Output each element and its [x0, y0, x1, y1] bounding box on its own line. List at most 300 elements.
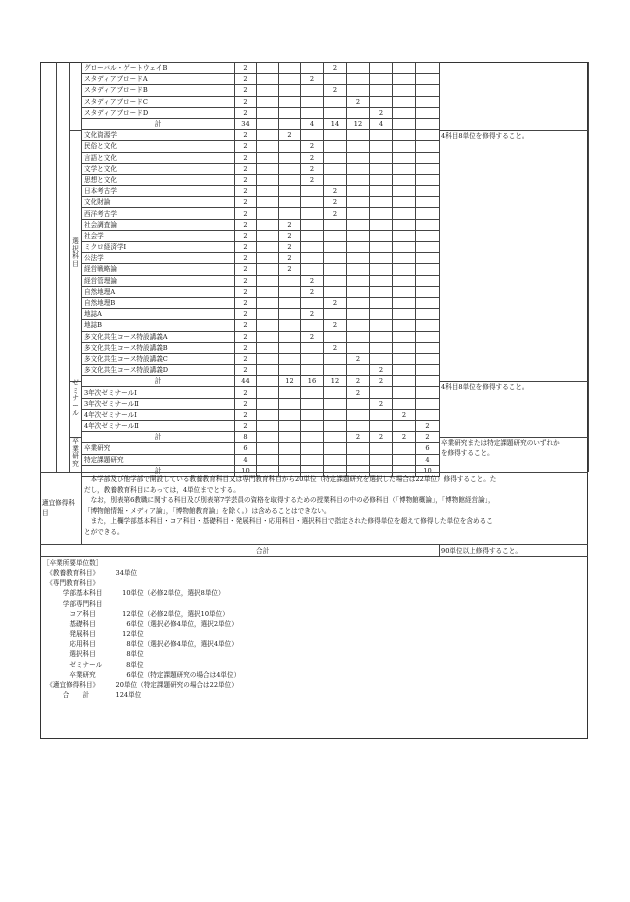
- semester-cell: [370, 264, 393, 275]
- semester-cell: [393, 219, 416, 230]
- course-row: [82, 130, 440, 141]
- course-name: 4年次ゼミナールⅡ: [82, 421, 235, 432]
- divider-seminar-top: [69, 381, 81, 382]
- semester-cell: [279, 398, 301, 409]
- semester-cell: [416, 264, 440, 275]
- seminar-section-label: ゼ ミ ナ ー ル: [72, 379, 79, 418]
- credit-cell: 2: [235, 331, 257, 342]
- semester-cell: [324, 286, 347, 297]
- semester-cell: [257, 152, 279, 163]
- summary-line: 学部専門科目: [43, 599, 103, 608]
- elective-credits-line: なお，別表第6教職に関する科目及び別表第7学芸員の資格を取得するための授業科目の中の必修科目（「博物館概論」，「博物館経営論」，: [84, 496, 495, 504]
- course-row: [82, 174, 440, 185]
- course-row: [82, 387, 440, 398]
- semester-cell: [393, 96, 416, 107]
- course-row: [82, 219, 440, 230]
- semester-cell: [301, 186, 324, 197]
- semester-cell: [393, 376, 416, 387]
- semester-cell: 2: [347, 387, 370, 398]
- semester-cell: 16: [301, 376, 324, 387]
- semester-cell: [347, 309, 370, 320]
- semester-cell: [370, 454, 393, 465]
- semester-cell: 2: [301, 286, 324, 297]
- elective-credits-top: [40, 472, 588, 473]
- semester-cell: [347, 409, 370, 420]
- elective-note: 4科目8単位を修得すること。: [441, 132, 529, 140]
- course-row: [82, 353, 440, 364]
- divider-thesis-top: [69, 437, 81, 438]
- semester-cell: [324, 130, 347, 141]
- semester-cell: [347, 63, 370, 74]
- semester-cell: [347, 331, 370, 342]
- semester-cell: [257, 342, 279, 353]
- course-row: [82, 342, 440, 353]
- semester-cell: [279, 63, 301, 74]
- course-name: スタディアブロードA: [82, 74, 235, 85]
- semester-cell: [257, 253, 279, 264]
- semester-cell: [393, 387, 416, 398]
- semester-cell: 2: [279, 242, 301, 253]
- semester-cell: [393, 118, 416, 129]
- semester-cell: [370, 85, 393, 96]
- semester-cell: 2: [370, 432, 393, 443]
- semester-cell: [370, 320, 393, 331]
- semester-cell: 2: [279, 253, 301, 264]
- semester-cell: [257, 186, 279, 197]
- semester-cell: [257, 130, 279, 141]
- subtotal-row: [82, 118, 440, 129]
- semester-cell: [347, 398, 370, 409]
- semester-cell: [301, 197, 324, 208]
- semester-cell: [393, 309, 416, 320]
- semester-cell: [416, 141, 440, 152]
- semester-cell: [370, 141, 393, 152]
- elective-credits-label: 適宜修得科目: [42, 499, 75, 517]
- semester-cell: [370, 275, 393, 286]
- course-name: 計: [82, 376, 235, 387]
- elective-credits-line: また，上欄学部基本科目・コア科目・基礎科目・発展科目・応用科目・選択科目で指定された修得単位を超えて修得した単位を含めるこ: [84, 517, 493, 525]
- semester-cell: 2: [324, 63, 347, 74]
- semester-cell: [257, 421, 279, 432]
- credit-cell: 2: [235, 409, 257, 420]
- semester-cell: [301, 342, 324, 353]
- summary-line: 基礎科目 6単位（選択必修4単位，選択2単位）: [43, 619, 238, 628]
- semester-cell: [370, 387, 393, 398]
- semester-cell: [393, 230, 416, 241]
- semester-cell: [279, 409, 301, 420]
- course-row: [82, 141, 440, 152]
- credit-cell: 6: [235, 443, 257, 454]
- semester-cell: [257, 365, 279, 376]
- course-name: 計: [82, 118, 235, 129]
- course-name: 卒業研究: [82, 443, 235, 454]
- course-row: [82, 398, 440, 409]
- semester-cell: [370, 186, 393, 197]
- credit-cell: 10: [235, 465, 257, 476]
- credit-cell: 2: [235, 208, 257, 219]
- course-name: 特定課題研究: [82, 454, 235, 465]
- semester-cell: [347, 208, 370, 219]
- semester-cell: [416, 342, 440, 353]
- semester-cell: [393, 130, 416, 141]
- semester-cell: [324, 264, 347, 275]
- seminar-note: 4科目8単位を修得すること。: [441, 383, 529, 391]
- semester-cell: [279, 197, 301, 208]
- semester-cell: [301, 421, 324, 432]
- semester-cell: [416, 197, 440, 208]
- summary-line: 《教養教育科目》 34単位: [43, 569, 138, 578]
- course-name: 社会調査論: [82, 219, 235, 230]
- semester-cell: [257, 443, 279, 454]
- semester-cell: [393, 242, 416, 253]
- course-name: 社会学: [82, 230, 235, 241]
- semester-cell: [370, 353, 393, 364]
- semester-cell: [279, 186, 301, 197]
- semester-cell: [279, 286, 301, 297]
- semester-cell: [279, 454, 301, 465]
- semester-cell: [279, 320, 301, 331]
- semester-cell: [393, 152, 416, 163]
- credit-cell: 2: [235, 186, 257, 197]
- semester-cell: [324, 443, 347, 454]
- semester-cell: [257, 275, 279, 286]
- semester-cell: [370, 208, 393, 219]
- semester-cell: [324, 432, 347, 443]
- semester-cell: [370, 130, 393, 141]
- course-name: 多文化共生コース特設講義B: [82, 342, 235, 353]
- semester-cell: [324, 365, 347, 376]
- semester-cell: [257, 309, 279, 320]
- semester-cell: [279, 421, 301, 432]
- summary-line: 《適宜修得科目》 20単位（特定課題研究の場合は22単位）: [43, 680, 238, 689]
- semester-cell: [347, 219, 370, 230]
- credit-cell: 2: [235, 130, 257, 141]
- credit-cell: 2: [235, 309, 257, 320]
- semester-cell: [416, 309, 440, 320]
- semester-cell: [324, 219, 347, 230]
- course-name: グローバル・ゲートウェイB: [82, 63, 235, 74]
- course-row: [82, 331, 440, 342]
- semester-cell: [370, 421, 393, 432]
- semester-cell: [393, 454, 416, 465]
- semester-cell: 2: [347, 432, 370, 443]
- semester-cell: [257, 118, 279, 129]
- semester-cell: [393, 297, 416, 308]
- credit-cell: 2: [235, 152, 257, 163]
- semester-cell: [393, 163, 416, 174]
- semester-cell: [257, 286, 279, 297]
- semester-cell: [416, 242, 440, 253]
- semester-cell: [416, 320, 440, 331]
- course-table: [81, 62, 440, 477]
- credit-cell: 2: [235, 174, 257, 185]
- course-row: [82, 152, 440, 163]
- semester-cell: [416, 118, 440, 129]
- course-name: 民俗と文化: [82, 141, 235, 152]
- semester-cell: [393, 286, 416, 297]
- semester-cell: 2: [301, 275, 324, 286]
- semester-cell: 2: [416, 432, 440, 443]
- semester-cell: 2: [301, 163, 324, 174]
- semester-cell: [257, 376, 279, 387]
- semester-cell: [279, 443, 301, 454]
- elective-credits-line: とができる。: [84, 527, 124, 536]
- course-name: 自然地理A: [82, 286, 235, 297]
- summary-line: 応用科目 8単位（選択必修4単位，選択4単位）: [43, 640, 238, 649]
- semester-cell: [416, 186, 440, 197]
- semester-cell: [416, 208, 440, 219]
- semester-cell: 2: [393, 409, 416, 420]
- course-row: [82, 409, 440, 420]
- elective-credits-divider: [81, 472, 82, 544]
- semester-cell: [416, 353, 440, 364]
- semester-cell: [370, 286, 393, 297]
- semester-cell: [279, 85, 301, 96]
- semester-cell: [279, 118, 301, 129]
- semester-cell: 4: [370, 118, 393, 129]
- course-name: 3年次ゼミナールⅡ: [82, 398, 235, 409]
- course-row: [82, 365, 440, 376]
- divider-elective-top: [69, 130, 81, 131]
- semester-cell: [279, 163, 301, 174]
- semester-cell: 4: [416, 454, 440, 465]
- credit-cell: 2: [235, 353, 257, 364]
- course-name: 日本考古学: [82, 186, 235, 197]
- semester-cell: [416, 387, 440, 398]
- course-name: 公法学: [82, 253, 235, 264]
- semester-cell: 2: [301, 331, 324, 342]
- course-name: 経営管理論: [82, 275, 235, 286]
- semester-cell: [347, 253, 370, 264]
- semester-cell: [347, 186, 370, 197]
- subtotal-row: [82, 376, 440, 387]
- semester-cell: [257, 297, 279, 308]
- semester-cell: [279, 432, 301, 443]
- semester-cell: [370, 174, 393, 185]
- semester-cell: 2: [370, 365, 393, 376]
- semester-cell: 2: [324, 297, 347, 308]
- semester-cell: [257, 432, 279, 443]
- course-name: 経営戦略論: [82, 264, 235, 275]
- thesis-note-line1: 卒業研究または特定課題研究のいずれか: [441, 439, 560, 447]
- semester-cell: [279, 353, 301, 364]
- course-row: [82, 421, 440, 432]
- semester-cell: [279, 342, 301, 353]
- course-name: ミクロ経済学Ⅰ: [82, 242, 235, 253]
- semester-cell: [301, 96, 324, 107]
- semester-cell: [279, 96, 301, 107]
- semester-cell: [370, 242, 393, 253]
- course-name: 言語と文化: [82, 152, 235, 163]
- semester-cell: [324, 421, 347, 432]
- semester-cell: [370, 253, 393, 264]
- semester-cell: [324, 152, 347, 163]
- course-name: 文学と文化: [82, 163, 235, 174]
- course-name: 思想と文化: [82, 174, 235, 185]
- semester-cell: [257, 197, 279, 208]
- semester-cell: [324, 141, 347, 152]
- credit-cell: 2: [235, 342, 257, 353]
- semester-cell: [393, 197, 416, 208]
- semester-cell: [324, 230, 347, 241]
- semester-cell: 2: [324, 186, 347, 197]
- semester-cell: [324, 331, 347, 342]
- semester-cell: [416, 331, 440, 342]
- credit-cell: 2: [235, 286, 257, 297]
- course-row: [82, 320, 440, 331]
- semester-cell: 2: [301, 74, 324, 85]
- credit-cell: 2: [235, 421, 257, 432]
- semester-cell: [393, 63, 416, 74]
- semester-cell: [370, 163, 393, 174]
- course-row: [82, 443, 440, 454]
- semester-cell: [279, 331, 301, 342]
- semester-cell: [347, 141, 370, 152]
- summary-line: 合 計 124単位: [43, 691, 142, 700]
- semester-cell: [301, 264, 324, 275]
- semester-cell: [279, 309, 301, 320]
- semester-cell: [393, 353, 416, 364]
- course-row: [82, 96, 440, 107]
- credit-cell: 2: [235, 387, 257, 398]
- semester-cell: [279, 365, 301, 376]
- elective-credits-line: 本学部及び他学部で開設している教養教育科目又は専門教育科目から20単位（特定課題研究を選択した場合は22単位）修得すること。た: [84, 475, 497, 483]
- semester-cell: [347, 443, 370, 454]
- course-name: 3年次ゼミナールⅠ: [82, 387, 235, 398]
- course-row: [82, 186, 440, 197]
- credit-cell: 2: [235, 219, 257, 230]
- elective-credits-line: だし，教養教育科目にあっては，4単位までとする。: [84, 485, 240, 494]
- semester-cell: [370, 219, 393, 230]
- graduation-credit-summary: [43, 558, 240, 700]
- course-name: 地誌B: [82, 320, 235, 331]
- semester-cell: 10: [416, 465, 440, 476]
- course-name: 地誌A: [82, 309, 235, 320]
- semester-cell: 2: [370, 107, 393, 118]
- semester-cell: 12: [324, 376, 347, 387]
- credit-cell: 2: [235, 107, 257, 118]
- semester-cell: 2: [347, 96, 370, 107]
- semester-cell: [393, 331, 416, 342]
- course-row: [82, 163, 440, 174]
- semester-cell: 2: [279, 230, 301, 241]
- semester-cell: [393, 320, 416, 331]
- semester-cell: [393, 421, 416, 432]
- credit-cell: 2: [235, 85, 257, 96]
- course-row: [82, 107, 440, 118]
- semester-cell: [301, 253, 324, 264]
- course-row: [82, 454, 440, 465]
- semester-cell: [393, 85, 416, 96]
- semester-cell: [416, 85, 440, 96]
- semester-cell: [347, 264, 370, 275]
- semester-cell: [347, 242, 370, 253]
- semester-cell: [416, 96, 440, 107]
- semester-cell: [393, 174, 416, 185]
- semester-cell: [257, 74, 279, 85]
- grand-total-label: 合計: [256, 547, 270, 555]
- semester-cell: [416, 130, 440, 141]
- semester-cell: 2: [301, 174, 324, 185]
- course-row: [82, 208, 440, 219]
- semester-cell: [301, 398, 324, 409]
- semester-cell: [301, 219, 324, 230]
- semester-cell: [301, 297, 324, 308]
- thesis-section-label: 卒 業 研 究: [72, 437, 79, 468]
- semester-cell: [370, 443, 393, 454]
- semester-cell: [370, 63, 393, 74]
- thesis-note-line2: を修得すること。: [441, 449, 494, 457]
- semester-cell: 2: [324, 342, 347, 353]
- semester-cell: [324, 353, 347, 364]
- semester-cell: [416, 297, 440, 308]
- grand-total-note: 90単位以上修得すること。: [441, 547, 522, 555]
- course-row: [82, 297, 440, 308]
- semester-cell: [279, 174, 301, 185]
- semester-cell: [257, 242, 279, 253]
- semester-cell: [324, 398, 347, 409]
- course-row: [82, 309, 440, 320]
- summary-line: 《専門教育科目》: [43, 579, 100, 588]
- semester-cell: 2: [347, 353, 370, 364]
- semester-cell: [279, 208, 301, 219]
- credit-cell: 2: [235, 96, 257, 107]
- semester-cell: [324, 387, 347, 398]
- credit-cell: 2: [235, 163, 257, 174]
- grand-total-bottom: [40, 556, 588, 557]
- semester-cell: [257, 96, 279, 107]
- semester-cell: [301, 63, 324, 74]
- semester-cell: [324, 253, 347, 264]
- semester-cell: [257, 454, 279, 465]
- semester-cell: 2: [370, 398, 393, 409]
- course-row: [82, 253, 440, 264]
- semester-cell: 14: [324, 118, 347, 129]
- grand-total-divider: [439, 544, 440, 556]
- semester-cell: [416, 107, 440, 118]
- semester-cell: [393, 275, 416, 286]
- semester-cell: [393, 186, 416, 197]
- summary-line: 発展科目 12単位: [43, 630, 144, 639]
- semester-cell: [301, 387, 324, 398]
- summary-line: ［卒業所要単位数］: [43, 559, 103, 567]
- semester-cell: [257, 208, 279, 219]
- semester-cell: 2: [301, 152, 324, 163]
- credit-cell: 2: [235, 320, 257, 331]
- semester-cell: [301, 242, 324, 253]
- semester-cell: [324, 409, 347, 420]
- semester-cell: 2: [324, 85, 347, 96]
- grand-total-top: [40, 544, 588, 545]
- semester-cell: [257, 85, 279, 96]
- semester-cell: [324, 107, 347, 118]
- semester-cell: [301, 365, 324, 376]
- semester-cell: [393, 342, 416, 353]
- semester-cell: [279, 141, 301, 152]
- summary-line: 卒業研究 6単位（特定課題研究の場合は4単位）: [43, 670, 241, 679]
- semester-cell: [301, 107, 324, 118]
- semester-cell: [347, 130, 370, 141]
- credit-cell: 2: [235, 297, 257, 308]
- course-name: 自然地理B: [82, 297, 235, 308]
- credit-cell: 2: [235, 63, 257, 74]
- credit-cell: 8: [235, 432, 257, 443]
- credit-cell: 44: [235, 376, 257, 387]
- semester-cell: [257, 331, 279, 342]
- semester-cell: [370, 331, 393, 342]
- semester-cell: [393, 141, 416, 152]
- credit-cell: 2: [235, 275, 257, 286]
